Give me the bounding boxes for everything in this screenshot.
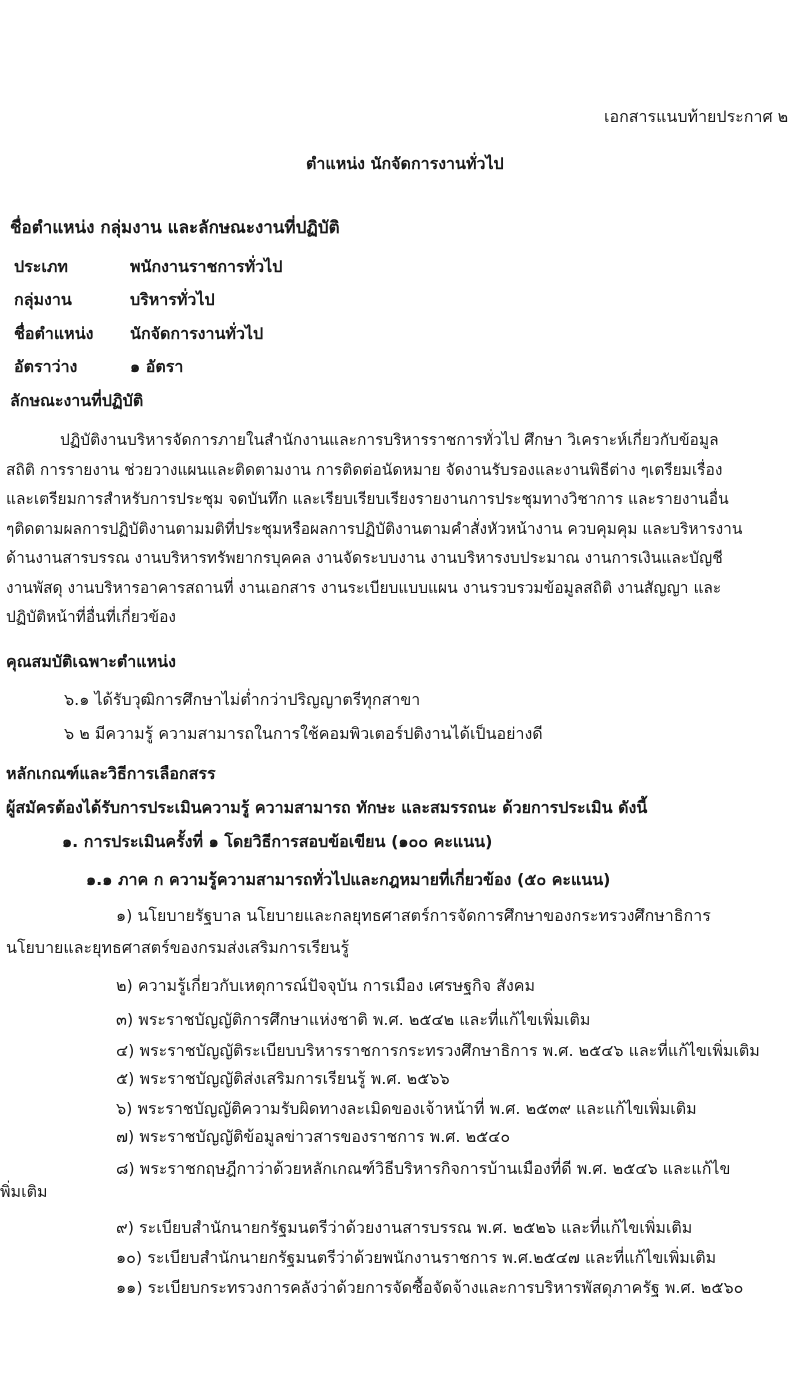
vacancy-value: ๑ อัตรา xyxy=(130,357,184,376)
qualifications-title: คุณสมบัติเฉพาะตำแหน่ง xyxy=(6,652,176,671)
criteria-item: ๖) พระราชบัญญัติความรับผิดทางละเมิดของเจ้าหน้าที่ พ.ศ. ๒๕๓๙ และแก้ไขเพิ่มเติม xyxy=(116,1099,697,1118)
qualification-item: ๖.๑ ได้รับวุฒิการศึกษาไม่ต่ำกว่าปริญญาตรีทุกสาขา xyxy=(64,690,421,709)
group-value: บริหารทั่วไป xyxy=(130,290,215,309)
document-title: ตำแหน่ง นักจัดการงานทั่วไป xyxy=(306,154,504,173)
criteria-item: ๕) พระราชบัญญัติส่งเสริมการเรียนรู้ พ.ศ. ๒๕๖๖ xyxy=(116,1069,450,1088)
duties-paragraph xyxy=(6,426,792,633)
duties-line: ปฏิบัติงานบริหารจัดการภายในสำนักงานและการบริหารราชการทั่วไป ศึกษา วิเคราะห์เกี่ยวกับข้อมูล xyxy=(60,431,719,449)
criteria-item: ๑๑) ระเบียบกระทรวงการคลังว่าด้วยการจัดซื้อจัดจ้างและการบริหารพัสดุภาครัฐ พ.ศ. ๒๕๖๐ xyxy=(116,1278,744,1297)
type-value: พนักงานราชการทั่วไป xyxy=(130,257,283,276)
vacancy-label: อัตราว่าง xyxy=(14,357,78,376)
criteria-item: ๘) พระราชกฤษฎีกาว่าด้วยหลักเกณฑ์วิธีบริหารกิจการบ้านเมืองที่ดี พ.ศ. ๒๕๔๖ และแก้ไข xyxy=(116,1159,731,1178)
criteria-item: นโยบายและยุทธศาสตร์ของกรมส่งเสริมการเรียนรู้ xyxy=(6,938,350,957)
duties-line: ปฏิบัติหน้าที่อื่นที่เกี่ยวข้อง xyxy=(6,608,176,626)
round1-heading: ๑. การประเมินครั้งที่ ๑ โดยวิธีการสอบข้อเขียน (๑๐๐ คะแนน) xyxy=(62,832,493,851)
duties-line: และเตรียมการสำหรับการประชุม จดบันทึก และเรียบเรียบเรียงรายงานการประชุมทางวิชาการ และรายงานอื่น xyxy=(6,490,729,508)
criteria-item: พิ่มเติม xyxy=(0,1182,48,1201)
criteria-title: หลักเกณฑ์และวิธีการเลือกสรร xyxy=(6,764,216,783)
duties-title: ลักษณะงานที่ปฏิบัติ xyxy=(10,391,144,410)
duties-line: ด้านงานสารบรรณ งานบริหารทรัพยากรบุคคล งานจัดระบบงาน งานบริหารงบประมาณ งานการเงินและบัญชี xyxy=(6,549,723,567)
duties-line: งานพัสดุ งานบริหารอาคารสถานที่ งานเอกสาร งานระเบียบแบบแผน งานรวบรวมข้อมูลสถิติ งานสัญญา และ xyxy=(6,578,722,597)
group-label: กลุ่มงาน xyxy=(14,290,72,309)
duties-line: ๆติดตามผลการปฏิบัติงานตามมติที่ประชุมหรือผลการปฏิบัติงานตามคำสั่งหัวหน้างาน ควบคุมคุม และบริหารงาน xyxy=(6,519,743,538)
criteria-item: ๗) พระราชบัญญัติข้อมูลข่าวสารของราชการ พ.ศ. ๒๕๔๐ xyxy=(116,1127,511,1146)
criteria-item: ๑๐) ระเบียบสำนักนายกรัฐมนตรีว่าด้วยพนักงานราชการ พ.ศ.๒๕๔๗ และที่แก้ไขเพิ่มเติม xyxy=(116,1248,717,1267)
criteria-item: ๒) ความรู้เกี่ยวกับเหตุการณ์ปัจจุบัน การเมือง เศรษฐกิจ สังคม xyxy=(116,976,536,995)
criteria-item: ๑) นโยบายรัฐบาล นโยบายและกลยุทธศาสตร์การจัดการศึกษาของกระทรวงศึกษาธิการ xyxy=(116,906,711,925)
duties-line: สถิติ การรายงาน ช่วยวางแผนและติดตามงาน การติดต่อนัดหมาย จัดงานรับรองและงานพิธีต่าง ๆเตรียมเรื่อง xyxy=(6,460,723,479)
criteria-item: ๙) ระเบียบสำนักนายกรัฐมนตรีว่าด้วยงานสารบรรณ พ.ศ. ๒๕๒๖ และที่แก้ไขเพิ่มเติม xyxy=(116,1218,693,1237)
attachment-ref: เอกสารแนบท้ายประกาศ ๒ xyxy=(604,107,789,126)
position-section-title: ชื่อตำแหน่ง กลุ่มงาน และลักษณะงานที่ปฏิบัติ xyxy=(10,218,340,238)
criteria-intro: ผู้สมัครต้องได้รับการประเมินความรู้ ความสามารถ ทักษะ และสมรรถนะ ด้วยการประเมิน ดังนี้ xyxy=(6,798,648,817)
type-label: ประเภท xyxy=(14,257,68,276)
position-name-value: นักจัดการงานทั่วไป xyxy=(130,324,264,343)
qualification-item: ๖ ๒ มีความรู้ ความสามารถในการใช้คอมพิวเตอร์ปติงานได้เป็นอย่างดี xyxy=(64,724,543,743)
part-a-heading: ๑.๑ ภาค ก ความรู้ความสามารถทั่วไปและกฎหมายที่เกี่ยวข้อง (๕๐ คะแนน) xyxy=(86,870,611,889)
position-name-label: ชื่อตำแหน่ง xyxy=(14,324,94,343)
criteria-item: ๔) พระราชบัญญัติระเบียบบริหารราชการกระทรวงศึกษาธิการ พ.ศ. ๒๕๔๖ และที่แก้ไขเพิ่มเติม xyxy=(116,1041,760,1060)
criteria-item: ๓) พระราชบัญญัติการศึกษาแห่งชาติ พ.ศ. ๒๕๔๒ และที่แก้ไขเพิ่มเติม xyxy=(116,1010,591,1029)
